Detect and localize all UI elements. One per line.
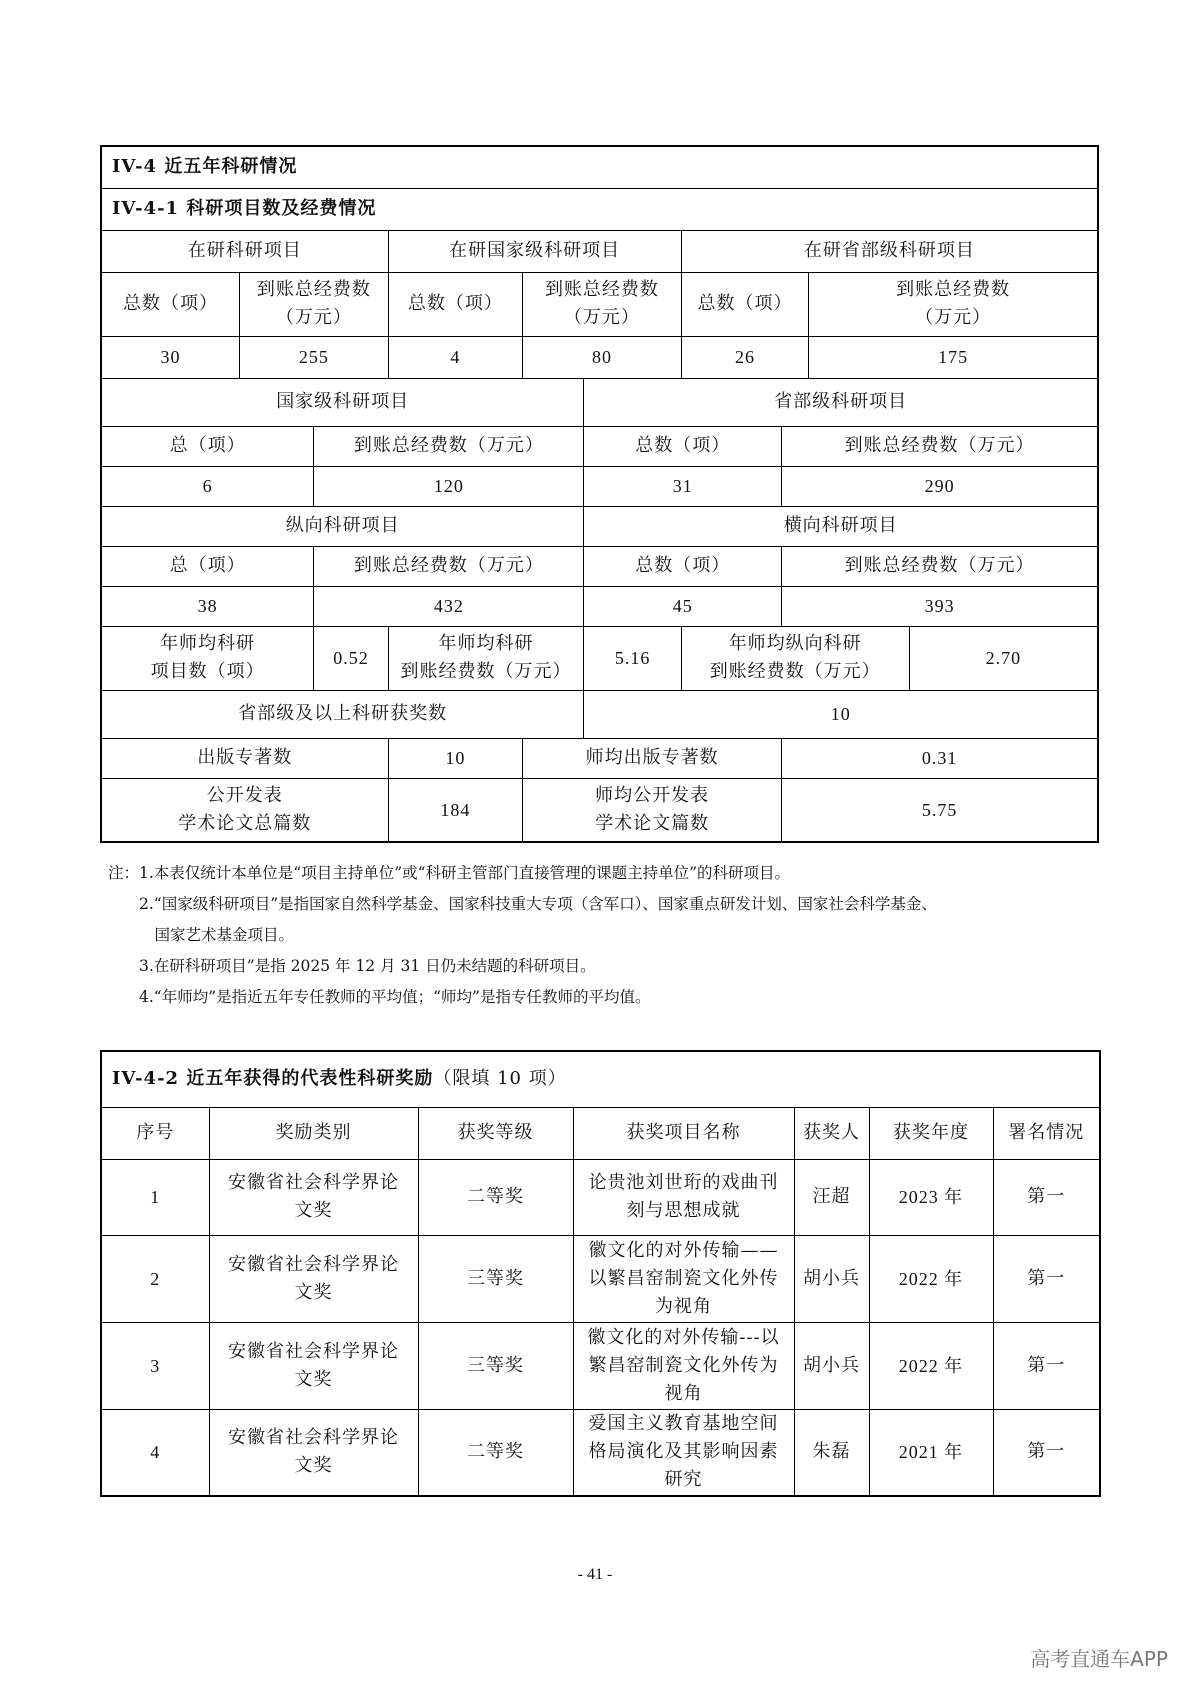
awards-count-label: 省部级及以上科研获奖数 — [101, 690, 584, 738]
award-category: 安徽省社会科学界论 文奖 — [209, 1159, 418, 1235]
group-national-projects: 国家级科研项目 — [101, 378, 584, 426]
avg-vertical-funds-label: 年师均纵向科研 到账经费数（万元） — [681, 626, 909, 690]
col-header-award-level: 获奖等级 — [418, 1107, 573, 1159]
row-index: 4 — [101, 1409, 209, 1496]
horizontal-funds: 393 — [782, 586, 1098, 626]
page-number: - 41 - — [577, 1566, 613, 1583]
note-line: 国家艺术基金项目。 — [108, 926, 295, 944]
award-year: 2021 年 — [869, 1409, 993, 1496]
note-line: 2.“国家级科研项目”是指国家自然科学基金、国家科技重大专项（含军口）、国家重点研发计划、国家社会科学基金、 — [108, 895, 937, 913]
award-year: 2022 年 — [869, 1322, 993, 1409]
group-ongoing-provincial: 在研省部级科研项目 — [681, 230, 1098, 272]
col-header-year: 获奖年度 — [869, 1107, 993, 1159]
header-total-funds: 到账总经费数 （万元） — [809, 272, 1098, 336]
col-header-award-category: 奖励类别 — [209, 1107, 418, 1159]
subsection-title: IV-4-1 科研项目数及经费情况 — [101, 188, 1098, 230]
ongoing-count: 30 — [101, 336, 240, 378]
vertical-funds: 432 — [314, 586, 584, 626]
vertical-count: 38 — [101, 586, 314, 626]
avg-papers-label: 师均公开发表 学术论文篇数 — [523, 778, 782, 842]
header-total-count: 总数（项） — [388, 272, 523, 336]
winner: 朱磊 — [794, 1409, 869, 1496]
attribution: 第一 — [993, 1159, 1100, 1235]
ongoing-national-count: 4 — [388, 336, 523, 378]
table-row — [101, 1322, 1100, 1409]
avg-funds-label: 年师均科研 到账经费数（万元） — [388, 626, 584, 690]
award-year: 2022 年 — [869, 1235, 993, 1322]
avg-funds-value: 5.16 — [584, 626, 681, 690]
winner: 胡小兵 — [794, 1322, 869, 1409]
note-line: 4.“年师均”是指近五年专任教师的平均值；“师均”是指专任教师的平均值。 — [108, 988, 651, 1006]
awards-title-note: （限填 10 项） — [433, 1068, 567, 1090]
header-total-count: 总数（项） — [584, 426, 782, 466]
awards-table-title — [101, 1051, 1100, 1107]
awards-count-value: 10 — [584, 690, 1098, 738]
avg-vertical-funds-value: 2.70 — [909, 626, 1098, 690]
ongoing-provincial-count: 26 — [681, 336, 808, 378]
avg-books-label: 师均出版专著数 — [523, 738, 782, 778]
header-funds-line: 到账总经费数（万元） — [782, 426, 1098, 466]
header-funds-line: 到账总经费数（万元） — [314, 546, 584, 586]
header-total-short: 总（项） — [101, 546, 314, 586]
col-header-attribution: 署名情况 — [993, 1107, 1100, 1159]
books-value: 10 — [388, 738, 523, 778]
award-category: 安徽省社会科学界论 文奖 — [209, 1322, 418, 1409]
section-title: IV-4 近五年科研情况 — [101, 146, 1098, 188]
note-line: 3.在研科研项目”是指 2025 年 12 月 31 日仍未结题的科研项目。 — [108, 957, 596, 975]
header-total-funds: 到账总经费数 （万元） — [523, 272, 682, 336]
winner: 汪超 — [794, 1159, 869, 1235]
award-category: 安徽省社会科学界论 文奖 — [209, 1235, 418, 1322]
col-header-winner: 获奖人 — [794, 1107, 869, 1159]
header-total-short: 总（项） — [101, 426, 314, 466]
avg-papers-value: 5.75 — [782, 778, 1098, 842]
col-header-index: 序号 — [101, 1107, 209, 1159]
project-name: 爱国主义教育基地空间 格局演化及其影响因素 研究 — [573, 1409, 794, 1496]
attribution: 第一 — [993, 1235, 1100, 1322]
header-total-funds: 到账总经费数 （万元） — [240, 272, 389, 336]
group-horizontal-projects: 横向科研项目 — [584, 506, 1098, 546]
project-name: 徽文化的对外传输—— 以繁昌窑制瓷文化外传 为视角 — [573, 1235, 794, 1322]
header-total-count: 总数（项） — [584, 546, 782, 586]
ongoing-provincial-funds: 175 — [809, 336, 1098, 378]
row-index: 2 — [101, 1235, 209, 1322]
provincial-funds: 290 — [782, 466, 1098, 506]
avg-projects-label: 年师均科研 项目数（项） — [101, 626, 314, 690]
awards-title-bold: IV-4-2 近五年获得的代表性科研奖励 — [112, 1068, 434, 1090]
group-vertical-projects: 纵向科研项目 — [101, 506, 584, 546]
table-row — [101, 1159, 1100, 1235]
col-header-project-name: 获奖项目名称 — [573, 1107, 794, 1159]
papers-label: 公开发表 学术论文总篇数 — [101, 778, 388, 842]
award-level: 三等奖 — [418, 1235, 573, 1322]
group-ongoing-national: 在研国家级科研项目 — [388, 230, 681, 272]
award-level: 二等奖 — [418, 1159, 573, 1235]
research-projects-table — [100, 145, 1099, 843]
header-funds-line: 到账总经费数（万元） — [782, 546, 1098, 586]
papers-value: 184 — [388, 778, 523, 842]
project-name: 徽文化的对外传输---以 繁昌窑制瓷文化外传为 视角 — [573, 1322, 794, 1409]
table-row — [101, 1235, 1100, 1322]
attribution: 第一 — [993, 1409, 1100, 1496]
header-total-count: 总数（项） — [681, 272, 808, 336]
national-count: 6 — [101, 466, 314, 506]
header-funds-line: 到账总经费数（万元） — [314, 426, 584, 466]
provincial-count: 31 — [584, 466, 782, 506]
award-year: 2023 年 — [869, 1159, 993, 1235]
group-provincial-projects: 省部级科研项目 — [584, 378, 1098, 426]
award-level: 二等奖 — [418, 1409, 573, 1496]
row-index: 1 — [101, 1159, 209, 1235]
research-awards-table — [100, 1050, 1101, 1497]
ongoing-funds: 255 — [240, 336, 389, 378]
project-name: 论贵池刘世珩的戏曲刊 刻与思想成就 — [573, 1159, 794, 1235]
books-label: 出版专著数 — [101, 738, 388, 778]
ongoing-national-funds: 80 — [523, 336, 682, 378]
watermark: 高考直通车APP — [1030, 1647, 1168, 1671]
attribution: 第一 — [993, 1322, 1100, 1409]
avg-books-value: 0.31 — [782, 738, 1098, 778]
national-funds: 120 — [314, 466, 584, 506]
horizontal-count: 45 — [584, 586, 782, 626]
table-row — [101, 1409, 1100, 1496]
award-level: 三等奖 — [418, 1322, 573, 1409]
award-category: 安徽省社会科学界论 文奖 — [209, 1409, 418, 1496]
group-ongoing-projects: 在研科研项目 — [101, 230, 388, 272]
avg-projects-value: 0.52 — [314, 626, 388, 690]
winner: 胡小兵 — [794, 1235, 869, 1322]
table-notes — [108, 858, 1098, 1013]
note-line: 注：1.本表仅统计本单位是“项目主持单位”或“科研主管部门直接管理的课题主持单位”的科研项目。 — [108, 864, 790, 882]
header-total-count: 总数（项） — [101, 272, 240, 336]
row-index: 3 — [101, 1322, 209, 1409]
